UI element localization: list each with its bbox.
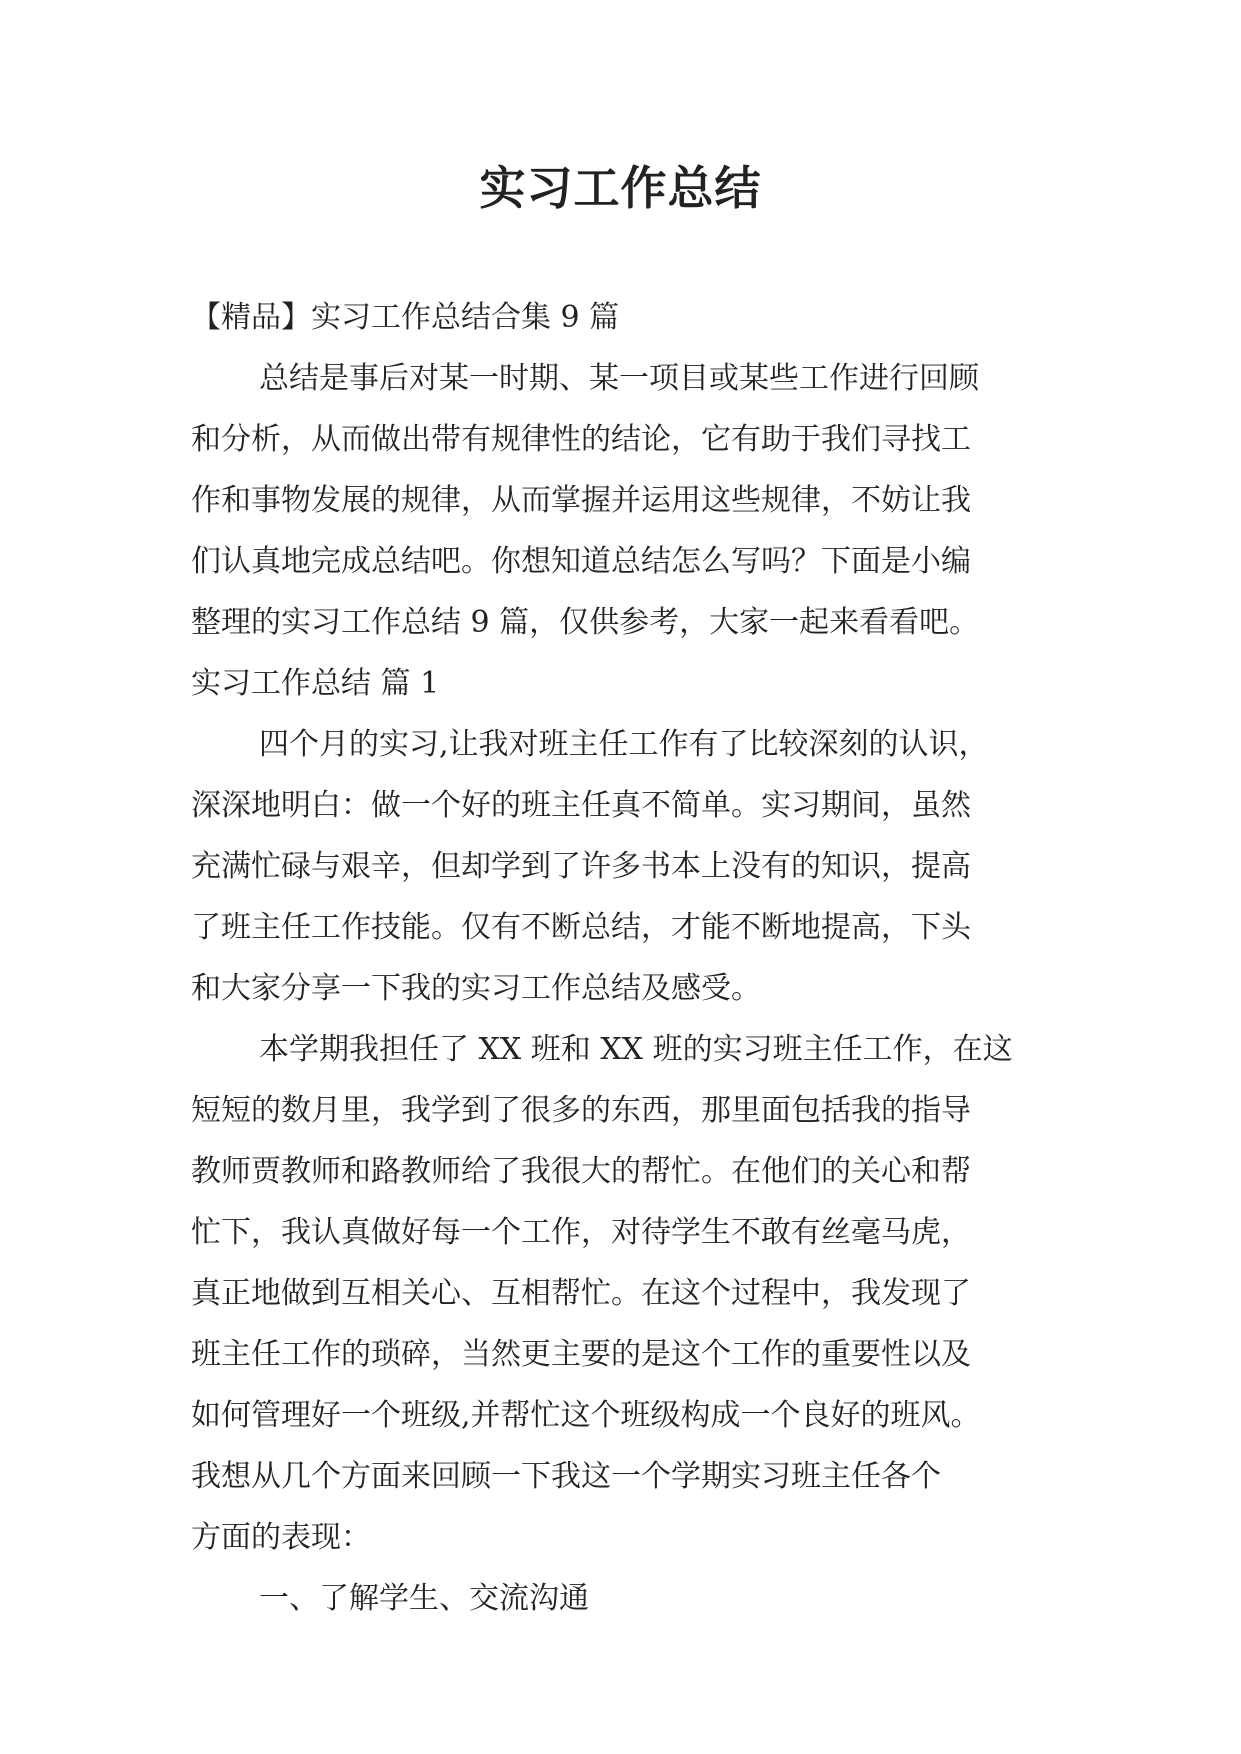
paragraph-line: 短短的数月里，我学到了很多的东西，那里面包括我的指导 [191, 1093, 971, 1128]
paragraph-line: 如何管理好一个班级,并帮忙这个班级构成一个良好的班风。 [191, 1398, 981, 1433]
document-body [191, 287, 1081, 1629]
section-heading: 实习工作总结 篇 1 [191, 666, 440, 701]
paragraph-line: 四个月的实习,让我对班主任工作有了比较深刻的认识， [259, 727, 989, 762]
paragraph-line: 和大家分享一下我的实习工作总结及感受。 [191, 971, 761, 1006]
paragraph-line: 本学期我担任了 XX 班和 XX 班的实习班主任工作，在这 [259, 1032, 1013, 1067]
paragraph-line: 深深地明白：做一个好的班主任真不简单。实习期间，虽然 [191, 788, 971, 823]
paragraph-line: 班主任工作的琐碎，当然更主要的是这个工作的重要性以及 [191, 1337, 971, 1372]
paragraph-line: 们认真地完成总结吧。你想知道总结怎么写吗？下面是小编 [191, 544, 971, 579]
paragraph-line: 教师贾教师和路教师给了我很大的帮忙。在他们的关心和帮 [191, 1154, 971, 1189]
paragraph-line: 和分析，从而做出带有规律性的结论，它有助于我们寻找工 [191, 422, 971, 457]
paragraph-line: 忙下，我认真做好每一个工作，对待学生不敢有丝毫马虎， [191, 1215, 971, 1250]
paragraph-line: 方面的表现： [191, 1520, 371, 1555]
document-title: 实习工作总结 [479, 161, 762, 215]
paragraph-line: 了班主任工作技能。仅有不断总结，才能不断地提高，下头 [191, 910, 971, 945]
paragraph-line: 我想从几个方面来回顾一下我这一个学期实习班主任各个 [191, 1459, 941, 1494]
paragraph-line: 总结是事后对某一时期、某一项目或某些工作进行回顾 [259, 361, 979, 396]
paragraph-line: 整理的实习工作总结 9 篇，仅供参考，大家一起来看看吧。 [191, 605, 980, 640]
paragraph-line: 作和事物发展的规律，从而掌握并运用这些规律，不妨让我 [191, 483, 971, 518]
paragraph-line: 充满忙碌与艰辛，但却学到了许多书本上没有的知识，提高 [191, 849, 971, 884]
subsection-heading: 一、了解学生、交流沟通 [259, 1581, 589, 1616]
paragraph-line: 真正地做到互相关心、互相帮忙。在这个过程中，我发现了 [191, 1276, 971, 1311]
subtitle-line: 【精品】实习工作总结合集 9 篇 [191, 300, 620, 335]
